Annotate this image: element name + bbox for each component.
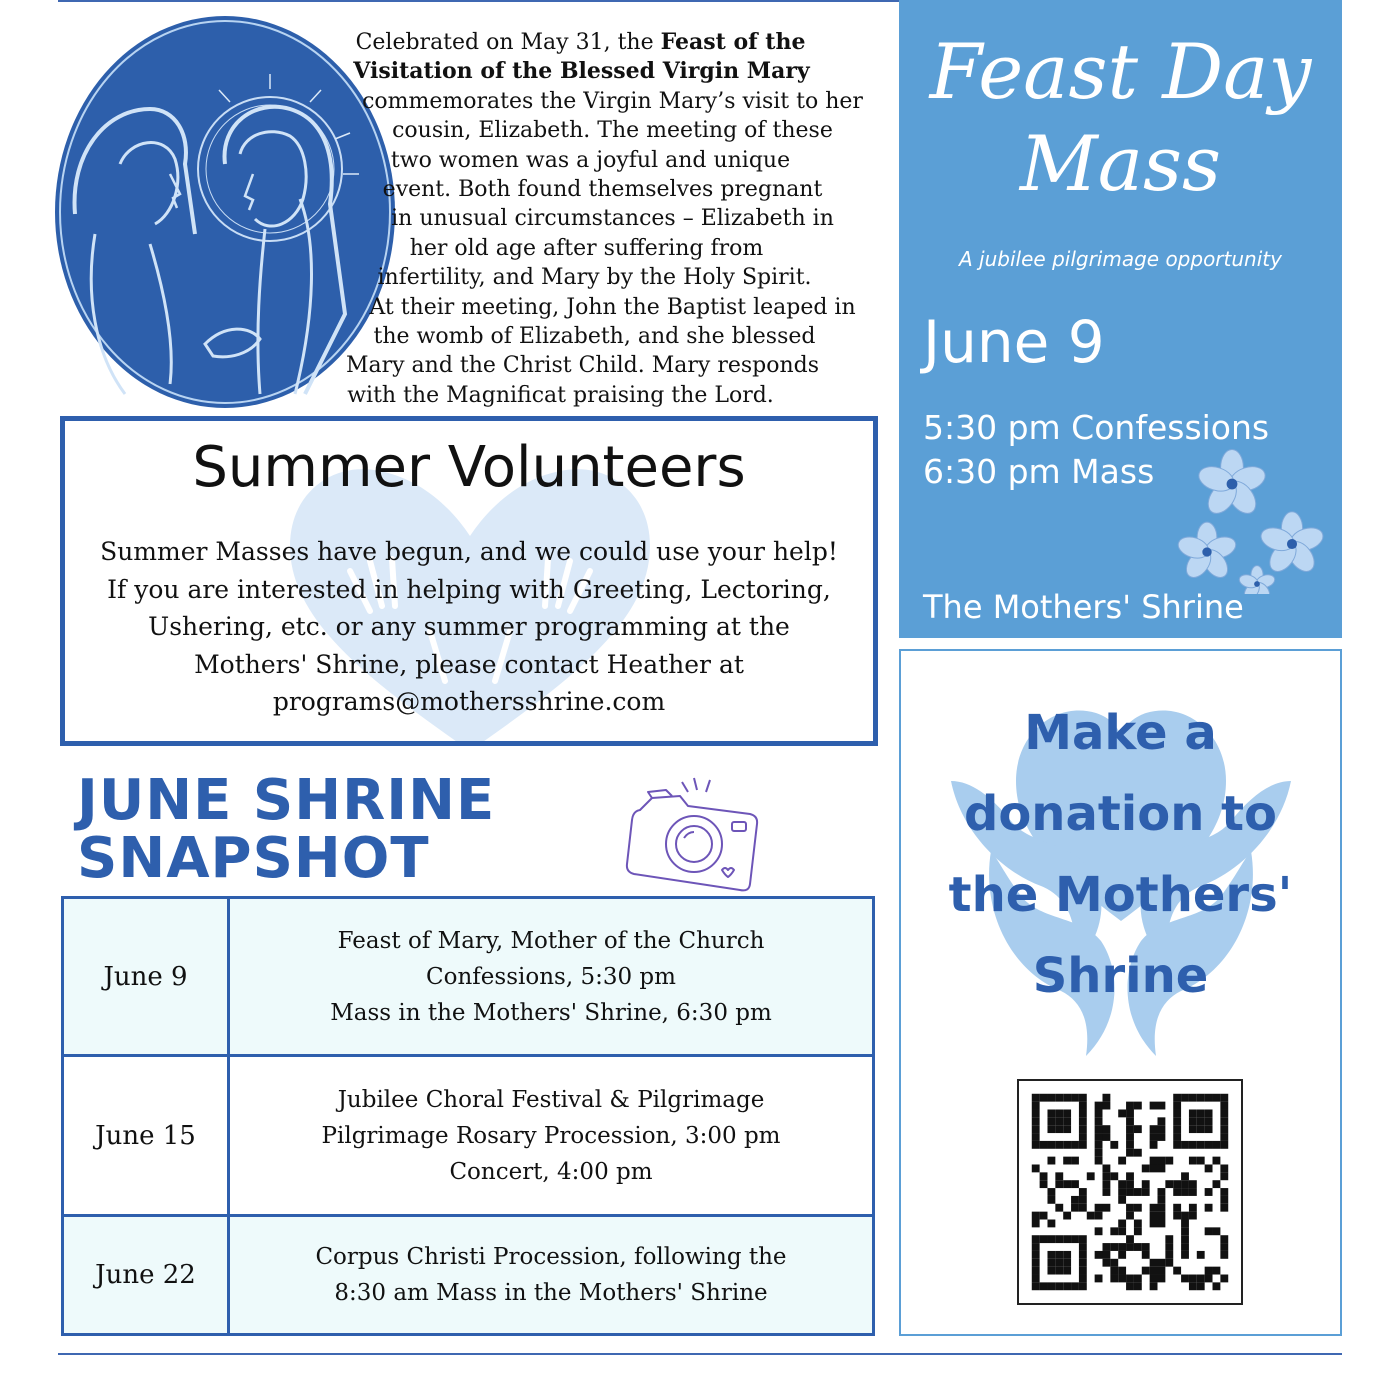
- intro-text-segment: her old age after suffering from: [409, 235, 764, 261]
- snapshot-row: [64, 1057, 872, 1214]
- volunteers-title: Summer Volunteers: [192, 435, 746, 500]
- intro-text-segment: two women was a joyful and unique: [390, 147, 791, 173]
- snapshot-detail-line: Mass in the Mothers' Shrine, 6:30 pm: [330, 999, 772, 1026]
- donation-panel: [899, 649, 1342, 1336]
- intro-text-segment: Celebrated on May 31, the: [355, 30, 661, 55]
- intro-line: [312, 263, 877, 292]
- feast-date: June 9: [923, 308, 1105, 376]
- feast-title: [899, 26, 1342, 210]
- snapshot-detail-line: Corpus Christi Procession, following the: [315, 1244, 787, 1270]
- intro-bold-segment: Visitation of the Blessed Virgin Mary: [353, 58, 810, 85]
- intro-text-segment: with the Magnificat praising the Lord.: [347, 382, 774, 408]
- snapshot-date: June 15: [64, 1057, 230, 1214]
- intro-line: [312, 322, 877, 351]
- flower-icon: [1177, 522, 1238, 582]
- snapshot-row: [64, 1217, 872, 1333]
- intro-line: [278, 381, 843, 410]
- intro-line: [330, 293, 895, 322]
- volunteers-box: [60, 416, 878, 746]
- flower-icon: [1196, 450, 1269, 519]
- qr-code[interactable]: [1017, 1079, 1243, 1305]
- snapshot-date: June 9: [64, 899, 230, 1054]
- donation-line: donation to: [963, 786, 1278, 842]
- snapshot-detail-line: 8:30 am Mass in the Mothers' Shrine: [334, 1280, 768, 1306]
- intro-text-segment: commemorates the Virgin Mary’s visit to her: [362, 88, 863, 114]
- feast-subtitle: A jubilee pilgrimage opportunity: [959, 247, 1282, 271]
- intro-bold-segment: Feast of the: [660, 29, 806, 55]
- snapshot-detail-line: Pilgrimage Rosary Procession, 3:00 pm: [321, 1122, 781, 1149]
- snapshot-detail-line: Concert, 4:00 pm: [449, 1158, 653, 1185]
- snapshot-title-line: JUNE SHRINE: [77, 768, 496, 833]
- feast-time-line: 5:30 pm Confessions: [923, 408, 1270, 447]
- donation-line: the Mothers': [948, 867, 1293, 923]
- intro-line: [330, 204, 895, 233]
- flower-icon: [1258, 512, 1326, 577]
- feast-day-panel: [899, 0, 1342, 638]
- intro-line: [308, 146, 873, 175]
- flowers-image: [1177, 444, 1329, 594]
- donation-line: Shrine: [1032, 948, 1209, 1004]
- volunteers-line: Mothers' Shrine, please contact Heather at: [194, 649, 744, 679]
- volunteers-line: programs@mothersshrine.com: [272, 687, 666, 716]
- intro-line: [298, 28, 863, 57]
- intro-text-segment: infertility, and Mary by the Holy Spirit.: [377, 265, 812, 291]
- snapshot-detail-line: Jubilee Choral Festival & Pilgrimage: [337, 1086, 765, 1113]
- volunteers-line: Ushering, etc. or any summer programming at the: [148, 612, 790, 641]
- intro-text-segment: in unusual circumstances – Elizabeth in: [391, 206, 834, 232]
- volunteers-body: [65, 533, 873, 721]
- intro-line: [330, 87, 895, 116]
- bottom-rule: [58, 1353, 1342, 1355]
- snapshot-detail-line: Feast of Mary, Mother of the Church: [337, 927, 765, 954]
- intro-line: [300, 351, 865, 380]
- feast-footer: The Mothers' Shrine: [923, 588, 1244, 626]
- snapshot-detail: [230, 1057, 872, 1214]
- intro-line: [299, 57, 864, 86]
- camera-icon: [622, 776, 764, 894]
- intro-text-segment: event. Both found themselves pregnant: [382, 177, 823, 203]
- intro-line: [330, 116, 895, 145]
- snapshot-row: [64, 899, 872, 1054]
- snapshot-detail: [230, 1217, 872, 1333]
- intro-text-segment: Mary and the Christ Child. Mary responds: [345, 353, 820, 379]
- intro-article: [330, 28, 895, 410]
- donation-call-to-action[interactable]: [901, 693, 1340, 1017]
- intro-line: [320, 175, 885, 204]
- snapshot-table: [61, 896, 875, 1336]
- intro-text-segment: cousin, Elizabeth. The meeting of these: [392, 118, 833, 144]
- intro-text-segment: At their meeting, John the Baptist leaped in: [369, 294, 856, 320]
- feast-title-line: Feast Day: [929, 27, 1312, 116]
- feast-time-line: 6:30 pm Mass: [923, 452, 1155, 491]
- snapshot-detail-line: Confessions, 5:30 pm: [426, 963, 676, 990]
- snapshot-detail: [230, 899, 872, 1054]
- intro-text-segment: the womb of Elizabeth, and she blessed: [373, 324, 816, 350]
- volunteers-line: If you are interested in helping with Greeting, Lectoring,: [107, 574, 831, 604]
- volunteers-line: Summer Masses have begun, and we could use your help!: [100, 537, 838, 566]
- donation-line: Make a: [1024, 705, 1217, 761]
- snapshot-title-line: SNAPSHOT: [77, 826, 430, 891]
- feast-title-line: Mass: [1019, 119, 1222, 208]
- snapshot-date: June 22: [64, 1217, 230, 1333]
- intro-line: [304, 234, 869, 263]
- snapshot-title: [77, 768, 496, 891]
